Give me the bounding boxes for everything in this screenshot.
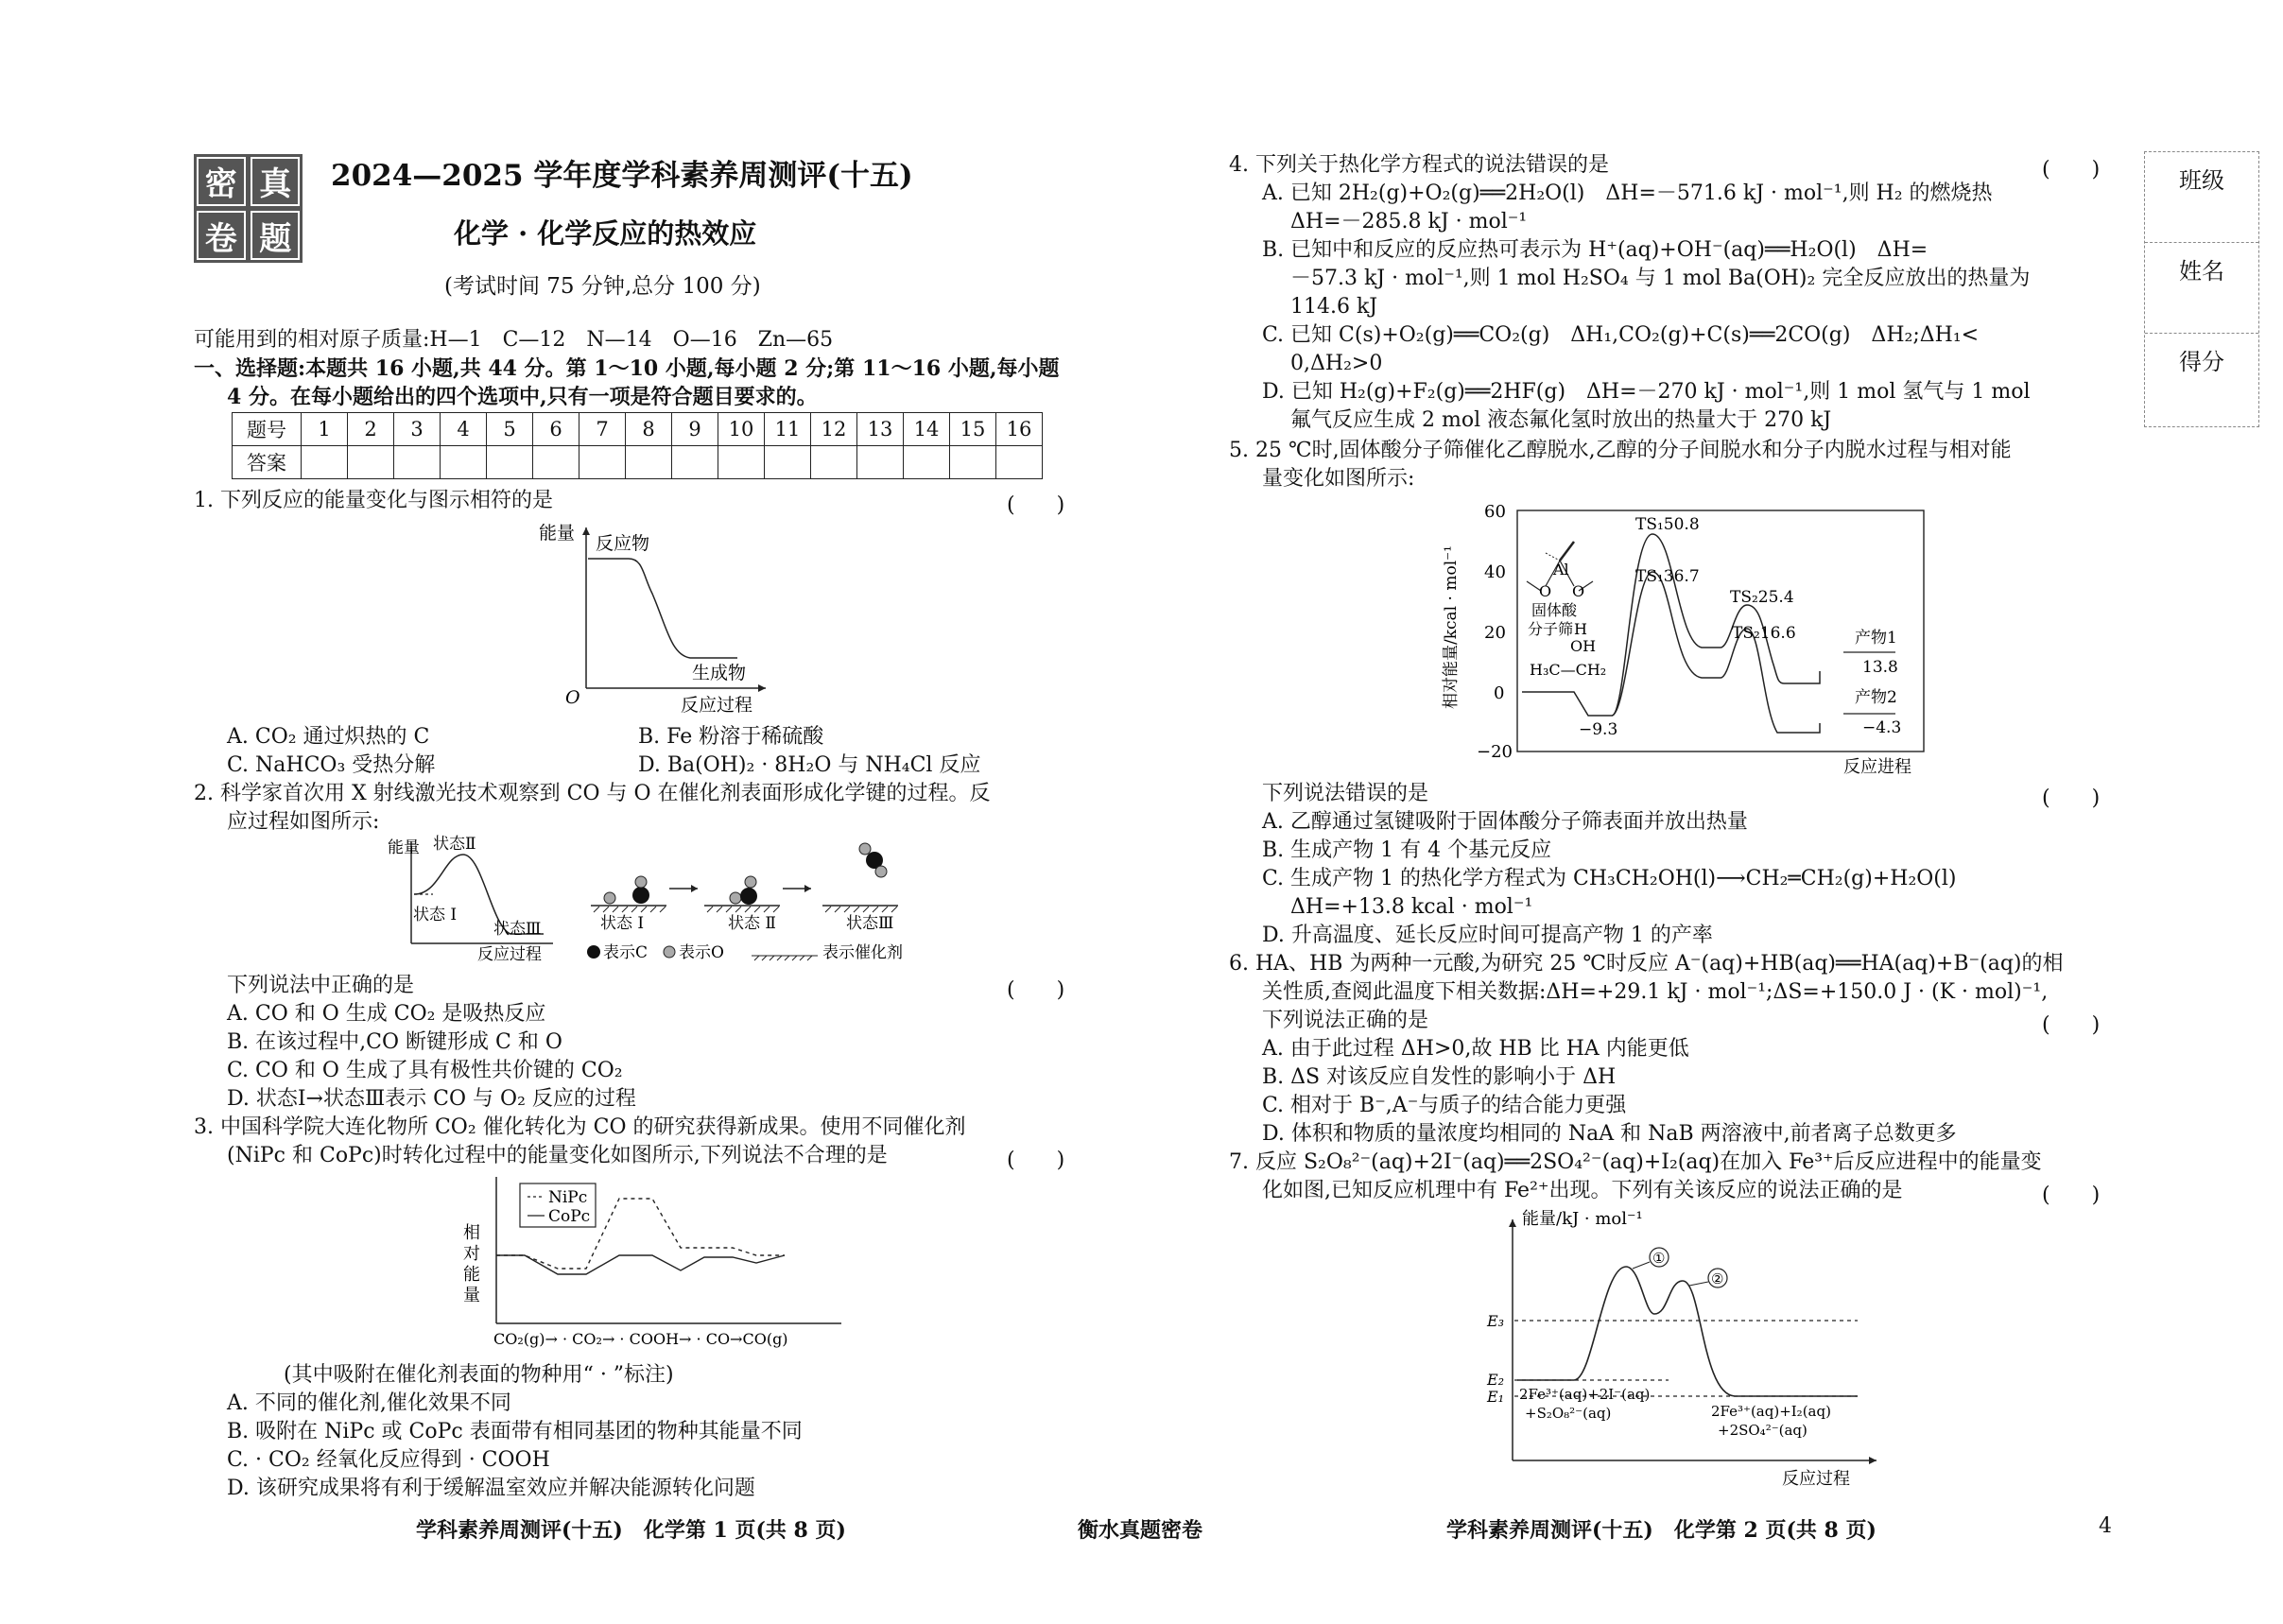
exam-info: (考试时间 75 分钟,总分 100 分)	[444, 274, 761, 299]
legend-copc: CoPc	[548, 1207, 591, 1226]
sieve-label: 分子筛	[1528, 620, 1574, 638]
marker-1-leader	[1633, 1262, 1650, 1269]
answer-bracket: ( )	[2042, 1013, 2101, 1037]
reactant-label-2: +S₂O₈²⁻(aq)	[1525, 1405, 1612, 1422]
copc-series-line	[496, 1255, 785, 1274]
y-tick: 0	[1494, 683, 1505, 703]
name-field[interactable]	[2145, 243, 2258, 334]
logo-char: 题	[251, 211, 300, 260]
y-axis-label: 能量	[388, 838, 420, 857]
oxygen-atom	[635, 876, 647, 888]
carbon-atom	[740, 888, 757, 905]
marker-1: ①	[1652, 1250, 1666, 1267]
al-label: Al	[1553, 561, 1569, 579]
q5-stem-2: 量变化如图所示:	[1262, 467, 1415, 491]
e2-label: E₂	[1487, 1371, 1505, 1389]
product-1-label: 产物1	[1855, 629, 1897, 648]
q4-option-a-2: ΔH=－285.8 kJ · mol⁻¹	[1290, 210, 1528, 233]
question-number-cell: 5	[487, 413, 533, 446]
student-info-box	[2144, 151, 2259, 427]
catalyst-structure	[1527, 542, 1606, 679]
answer-cell[interactable]	[302, 446, 348, 479]
table-header-cell: 题号	[233, 413, 302, 446]
q2-stem-2: 应过程如图所示:	[227, 810, 380, 834]
q5-stem-1: 5. 25 ℃时,固体酸分子筛催化乙醇脱水,乙醇的分子间脱水和分子内脱水过程与相对能	[1229, 439, 2012, 462]
question-number-cell: 2	[348, 413, 394, 446]
o-label: O	[1539, 582, 1552, 600]
answer-cell[interactable]	[718, 446, 765, 479]
section-instruction-1: 一、选择题:本题共 16 小题,共 44 分。第 1～10 小题,每小题 2 分;第 11～16 小题,每小题	[194, 356, 1060, 381]
question-number-cell: 8	[626, 413, 672, 446]
q1-energy-diagram	[529, 518, 785, 717]
y-tick: 40	[1484, 562, 1506, 582]
answer-bracket: ( )	[1007, 978, 1065, 1002]
oh-label: OH	[1570, 637, 1597, 655]
q3-option-b[interactable]: B. 吸附在 NiPc 或 CoPc 表面带有相同基团的物种其能量不同	[227, 1420, 803, 1443]
answer-bracket: ( )	[1007, 493, 1065, 517]
reactant-label-1: 2Fe³⁺(aq)+2I⁻(aq)	[1519, 1386, 1651, 1403]
logo-char: 真	[251, 157, 300, 206]
page-number: 4	[2099, 1514, 2112, 1538]
marker-2: ②	[1711, 1270, 1724, 1287]
y-tick: 60	[1484, 502, 1506, 522]
oxygen-atom	[730, 892, 741, 904]
oxygen-atom	[745, 876, 756, 888]
product-2-value: −4.3	[1862, 718, 1902, 737]
answer-cell[interactable]	[626, 446, 672, 479]
product-label-1: 2Fe³⁺(aq)+I₂(aq)	[1711, 1403, 1831, 1420]
arrow-icon	[804, 885, 811, 892]
q2-stem-1: 2. 科学家首次用 X 射线激光技术观察到 CO 与 O 在催化剂表面形成化学键的过程。反	[194, 782, 991, 805]
y-axis-label-4: 量	[463, 1286, 480, 1305]
catalyst-surface-3	[822, 843, 898, 912]
answer-bracket: ( )	[2042, 158, 2101, 181]
question-number-cell: 16	[996, 413, 1043, 446]
logo-char: 密	[197, 157, 246, 206]
answer-cell[interactable]	[950, 446, 996, 479]
ts1-label: TS₁36.7	[1635, 567, 1700, 586]
oxygen-atom	[875, 866, 887, 877]
q6-option-a[interactable]: A. 由于此过程 ΔH>0,故 HB 比 HA 内能更低	[1262, 1037, 1689, 1061]
question-number-cell: 11	[765, 413, 811, 446]
answer-bracket: ( )	[1007, 1149, 1065, 1172]
answer-cell[interactable]	[811, 446, 857, 479]
y-axis-label-3: 能	[463, 1265, 480, 1285]
q3-option-d[interactable]: D. 该研究成果将有利于缓解温室效应并解决能源转化问题	[227, 1477, 755, 1500]
legend-catalyst: 表示催化剂	[822, 943, 903, 962]
intermediate-value: −9.3	[1579, 720, 1618, 739]
answer-bracket: ( )	[2042, 1183, 2101, 1207]
q2-option-b[interactable]: B. 在该过程中,CO 断键形成 C 和 O	[227, 1030, 562, 1054]
ts2-label: TS₂16.6	[1732, 624, 1796, 643]
stage-1-label: 状态 Ⅰ	[600, 914, 645, 933]
question-number-cell: 1	[302, 413, 348, 446]
answer-cell[interactable]	[348, 446, 394, 479]
section-instruction-2: 4 分。在每小题给出的四个选项中,只有一项是符合题目要求的。	[227, 385, 818, 409]
carbon-atom	[632, 887, 649, 904]
q4-option-b-1[interactable]: B. 已知中和反应的反应热可表示为 H⁺(aq)+OH⁻(aq)══H₂O(l) ΔH=	[1262, 238, 1928, 262]
answer-bracket: ( )	[2042, 786, 2101, 810]
atomic-mass-line: 可能用到的相对原子质量:H—1 C—12 N—14 O—16 Zn—65	[194, 328, 834, 352]
q2-ask: 下列说法中正确的是	[227, 974, 415, 997]
q1-option-a[interactable]: A. CO₂ 通过炽热的 C	[227, 725, 430, 749]
q1-stem: 1. 下列反应的能量变化与图示相符的是	[194, 489, 553, 512]
legend-carbon: 表示C	[603, 943, 649, 962]
catalyst-surface-2	[704, 876, 780, 912]
answer-cell[interactable]	[996, 446, 1043, 479]
x-axis-label: CO₂(g)→ · CO₂→ · COOH→ · CO→CO(g)	[493, 1330, 788, 1348]
question-number-cell: 13	[857, 413, 904, 446]
catalyst-label: 固体酸	[1531, 601, 1578, 619]
answer-cell[interactable]	[672, 446, 718, 479]
energy-curve	[1517, 1267, 1858, 1396]
q1-option-d[interactable]: D. Ba(OH)₂ · 8H₂O 与 NH₄Cl 反应	[638, 753, 981, 777]
question-number-cell: 10	[718, 413, 765, 446]
table-row	[233, 446, 1043, 479]
e1-label: E₁	[1487, 1388, 1505, 1406]
answer-cell[interactable]	[765, 446, 811, 479]
question-number-cell: 6	[533, 413, 579, 446]
arrow-icon	[691, 885, 698, 892]
q4-stem: 4. 下列关于热化学方程式的说法错误的是	[1229, 153, 1609, 177]
q6-option-b[interactable]: B. ΔS 对该反应自发性的影响小于 ΔH	[1262, 1065, 1617, 1089]
table-row	[233, 413, 1043, 446]
table-header-cell: 答案	[233, 446, 302, 479]
q7-energy-chart	[1470, 1209, 1886, 1489]
q3-stem-2: (NiPc 和 CoPc)时转化过程中的能量变化如图所示,下列说法不合理的是	[227, 1144, 888, 1167]
answer-cell[interactable]	[579, 446, 626, 479]
x-axis-label: 反应过程	[477, 945, 542, 964]
q3-note: (其中吸附在催化剂表面的物种用“ · ”标注)	[284, 1363, 674, 1387]
y-tick: 20	[1484, 623, 1506, 643]
q1-option-c[interactable]: C. NaHCO₃ 受热分解	[227, 753, 436, 777]
score-label: 得分	[2179, 349, 2224, 375]
ts1-top-label: TS₁50.8	[1635, 515, 1700, 534]
q4-option-d-2: 氟气反应生成 2 mol 液态氟化氢时放出的热量大于 270 kJ	[1290, 408, 1832, 432]
q4-option-c-1[interactable]: C. 已知 C(s)+O₂(g)══CO₂(g) ΔH₁,CO₂(g)+C(s)══2CO(g) ΔH₂;ΔH₁<	[1262, 323, 1980, 347]
q5-option-c-2: ΔH=+13.8 kcal · mol⁻¹	[1290, 895, 1533, 919]
class-field[interactable]	[2145, 152, 2258, 243]
product-label: 生成物	[692, 663, 747, 683]
x-axis-arrow	[758, 684, 766, 692]
q2-option-a[interactable]: A. CO 和 O 生成 CO₂ 是吸热反应	[227, 1002, 546, 1026]
product-1-value: 13.8	[1862, 658, 1898, 677]
question-number-cell: 3	[394, 413, 441, 446]
q5-option-a[interactable]: A. 乙醇通过氢键吸附于固体酸分子筛表面并放出热量	[1262, 810, 1748, 834]
q6-stem-2: 关性质,查阅此温度下相关数据:ΔH=+29.1 kJ · mol⁻¹;ΔS=+150.0 J · (K · mol)⁻¹,	[1262, 980, 2049, 1004]
q5-option-b[interactable]: B. 生成产物 1 有 4 个基元反应	[1262, 838, 1552, 862]
stage-2-label: 状态 Ⅱ	[728, 914, 776, 933]
footer-left: 学科素养周测评(十五) 化学第 1 页(共 8 页)	[416, 1518, 846, 1543]
y-axis-label: 相对能量/kcal · mol⁻¹	[1442, 545, 1461, 709]
legend-oxygen: 表示O	[679, 943, 724, 962]
reactant-label: 反应物	[596, 533, 650, 554]
q6-option-c[interactable]: C. 相对于 B⁻,A⁻与质子的结合能力更强	[1262, 1094, 1627, 1117]
product-label-2: +2SO₄²⁻(aq)	[1718, 1422, 1807, 1439]
answer-cell[interactable]	[904, 446, 950, 479]
o-label: O	[1572, 582, 1585, 600]
y-axis-label: 能量	[539, 523, 576, 544]
q4-option-d-1[interactable]: D. 已知 H₂(g)+F₂(g)══2HF(g) ΔH=－270 kJ · mol⁻¹,则 1 mol 氢气与 1 mol	[1262, 380, 2031, 404]
state-3-label: 状态Ⅲ	[493, 920, 542, 939]
catalyst-legend-icon	[752, 956, 818, 960]
answer-cell[interactable]	[441, 446, 487, 479]
class-label: 班级	[2179, 167, 2224, 194]
h-label: H	[1574, 620, 1587, 638]
subject-title: 化学 · 化学反应的热效应	[454, 217, 757, 250]
q4-option-c-2: 0,ΔH₂>0	[1290, 352, 1383, 375]
q7-stem-2: 化如图,已知反应机理中有 Fe²⁺出现。下列有关该反应的说法正确的是	[1262, 1179, 1903, 1202]
marker-2-leader	[1689, 1282, 1708, 1286]
answer-cell[interactable]	[857, 446, 904, 479]
ts2-top-label: TS₂25.4	[1730, 588, 1794, 607]
q5-ask: 下列说法错误的是	[1262, 782, 1429, 805]
q4-option-a-1[interactable]: A. 已知 2H₂(g)+O₂(g)══2H₂O(l) ΔH=－571.6 kJ · mol⁻¹,则 H₂ 的燃烧热	[1262, 181, 1993, 205]
q5-option-d[interactable]: D. 升高温度、延长反应时间可提高产物 1 的产率	[1262, 924, 1713, 947]
y-axis-arrow	[582, 527, 590, 535]
question-number-cell: 9	[672, 413, 718, 446]
q6-stem-1: 6. HA、HB 为两种一元酸,为研究 25 ℃时反应 A⁻(aq)+HB(aq)══HA(aq)+B⁻(aq)的相	[1229, 952, 2064, 976]
oxygen-atom	[859, 843, 871, 855]
answer-cell[interactable]	[533, 446, 579, 479]
ethanol-label: H₃C—CH₂	[1530, 661, 1607, 679]
oxygen-legend-icon	[664, 946, 675, 958]
q1-option-b[interactable]: B. Fe 粉溶于稀硫酸	[638, 725, 824, 749]
energy-curve	[588, 559, 737, 658]
x-axis-arrow	[1869, 1457, 1877, 1464]
e3-label: E₃	[1487, 1312, 1505, 1330]
product-2-label: 产物2	[1855, 688, 1897, 707]
x-axis-label: 反应过程	[1782, 1469, 1850, 1489]
y-axis-label: 能量/kJ · mol⁻¹	[1522, 1209, 1643, 1229]
q3-option-c[interactable]: C. · CO₂ 经氧化反应得到 · COOH	[227, 1448, 550, 1472]
q5-energy-chart	[1442, 496, 1938, 780]
question-number-cell: 15	[950, 413, 996, 446]
q4-option-b-3: 114.6 kJ	[1290, 295, 1378, 319]
q3-option-a[interactable]: A. 不同的催化剂,催化效果不同	[227, 1391, 511, 1415]
carbon-legend-icon	[587, 945, 600, 959]
x-axis-label: 反应进程	[1843, 757, 1911, 777]
logo-char: 卷	[197, 211, 246, 260]
x-axis-label: 反应过程	[681, 695, 753, 716]
catalyst-surface-1	[591, 876, 666, 912]
legend-nipc: NiPc	[548, 1188, 588, 1207]
y-axis-arrow	[1509, 1219, 1516, 1227]
q5-option-c-1[interactable]: C. 生成产物 1 的热化学方程式为 CH₃CH₂OH(l)⟶CH₂═CH₂(g)+H₂O(l)	[1262, 867, 1957, 890]
answer-cell[interactable]	[487, 446, 533, 479]
y-axis-label-1: 相	[463, 1223, 480, 1243]
footer-center: 衡水真题密卷	[1078, 1518, 1203, 1543]
q2-option-d[interactable]: D. 状态Ⅰ→状态Ⅲ表示 CO 与 O₂ 反应的过程	[227, 1087, 636, 1111]
footer-right: 学科素养周测评(十五) 化学第 2 页(共 8 页)	[1446, 1518, 1877, 1543]
answer-cell[interactable]	[394, 446, 441, 479]
question-number-cell: 12	[811, 413, 857, 446]
score-field[interactable]	[2145, 334, 2258, 424]
question-number-cell: 14	[904, 413, 950, 446]
y-tick: −20	[1477, 742, 1513, 762]
q3-stem-1: 3. 中国科学院大连化物所 CO₂ 催化转化为 CO 的研究获得新成果。使用不同催化剂	[194, 1115, 966, 1139]
q7-stem-1: 7. 反应 S₂O₈²⁻(aq)+2I⁻(aq)══2SO₄²⁻(aq)+I₂(aq)在加入 Fe³⁺后反应进程中的能量变	[1229, 1150, 2042, 1174]
name-label: 姓名	[2179, 258, 2224, 285]
state-2-label: 状态Ⅱ	[433, 835, 476, 854]
stage-3-label: 状态Ⅲ	[846, 914, 894, 933]
q3-energy-chart	[454, 1172, 851, 1361]
question-number-cell: 7	[579, 413, 626, 446]
y-axis-label-2: 对	[463, 1244, 480, 1264]
q2-option-c[interactable]: C. CO 和 O 生成了具有极性共价键的 CO₂	[227, 1059, 623, 1082]
answer-table	[232, 412, 1043, 479]
oxygen-atom	[604, 892, 615, 904]
q2-process-diagram	[388, 832, 936, 964]
q4-option-b-2: －57.3 kJ · mol⁻¹,则 1 mol H₂SO₄ 与 1 mol Ba(OH)₂ 完全反应放出的热量为	[1290, 267, 2031, 290]
origin-label: O	[565, 687, 580, 708]
page-title: 2024—2025 学年度学科素养周测评(十五)	[331, 159, 913, 193]
logo	[194, 154, 303, 263]
q6-option-d[interactable]: D. 体积和物质的量浓度均相同的 NaA 和 NaB 两溶液中,前者离子总数更多	[1262, 1122, 1957, 1146]
state-1-label: 状态 Ⅰ	[413, 906, 458, 924]
q6-stem-3: 下列说法正确的是	[1262, 1009, 1429, 1032]
question-number-cell: 4	[441, 413, 487, 446]
